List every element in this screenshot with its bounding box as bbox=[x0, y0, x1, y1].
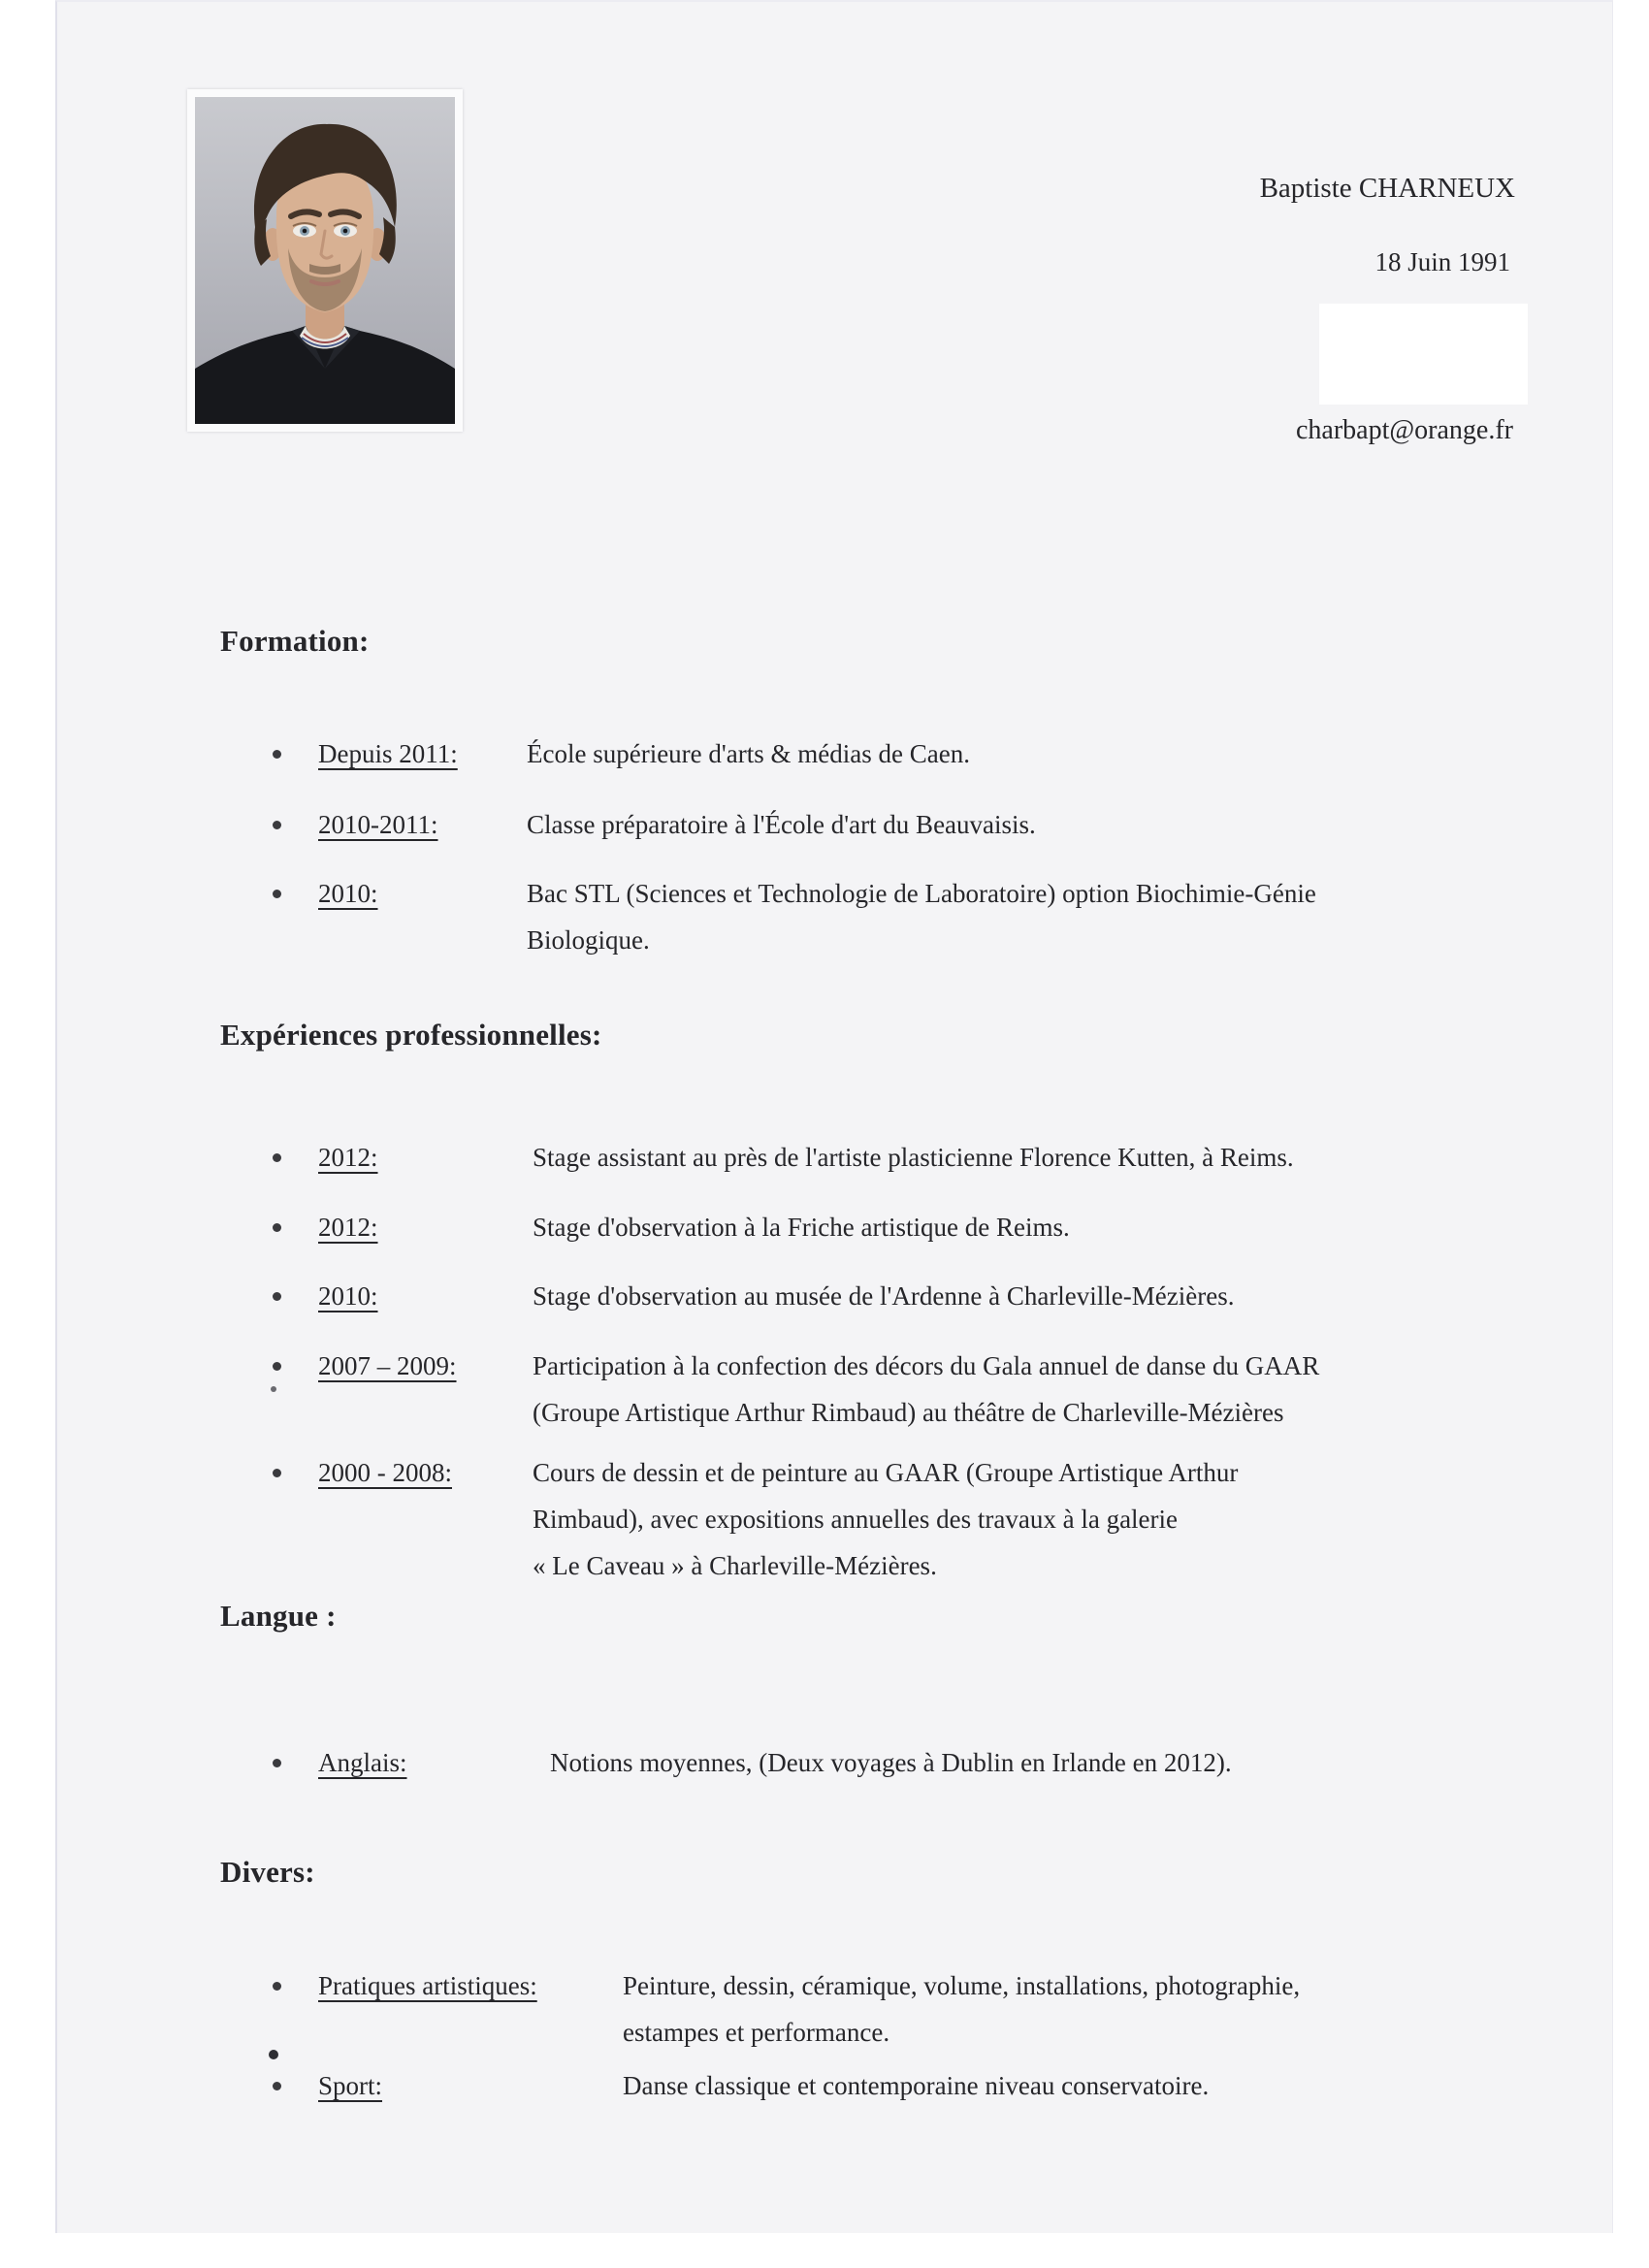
item-description-line: Stage d'observation au musée de l'Ardenne à Charleville-Mézières. bbox=[533, 1281, 1235, 1311]
item-description-line: Stage d'observation à la Friche artistique de Reims. bbox=[533, 1213, 1070, 1242]
item-date-label: Pratiques artistiques: bbox=[318, 1971, 537, 2000]
stray-bullet-mark bbox=[271, 1386, 276, 1392]
item-description-line: Bac STL (Sciences et Technologie de Laboratoire) option Biochimie-Génie bbox=[527, 879, 1316, 908]
bullet-dot bbox=[273, 1982, 281, 1991]
bullet-dot bbox=[273, 1223, 281, 1232]
list-item bbox=[272, 1739, 1513, 1786]
item-description-line: Participation à la confection des décors du Gala annuel de danse du GAAR bbox=[533, 1351, 1320, 1380]
bullet-dot bbox=[273, 750, 281, 759]
email-text: charbapt@orange.fr bbox=[1296, 415, 1513, 445]
bullet-dot bbox=[273, 2082, 281, 2090]
item-date-label: 2010: bbox=[318, 1281, 378, 1311]
item-date-label: 2010: bbox=[318, 879, 378, 908]
portrait-photo bbox=[187, 89, 463, 432]
bullet-dot bbox=[273, 1153, 281, 1162]
item-date-label: 2007 – 2009: bbox=[318, 1351, 457, 1380]
bullet-dot bbox=[273, 1292, 281, 1301]
item-description-line: Danse classique et contemporaine niveau conservatoire. bbox=[623, 2071, 1210, 2100]
bullet-dot bbox=[273, 821, 281, 829]
item-description-line: Biologique. bbox=[527, 925, 650, 955]
portrait-illustration bbox=[195, 97, 455, 424]
item-description-line: École supérieure d'arts & médias de Caen. bbox=[527, 739, 970, 768]
item-date-label: Sport: bbox=[318, 2071, 383, 2100]
section-title-experiences: Expériences professionnelles: bbox=[220, 1018, 602, 1052]
item-description-line: estampes et performance. bbox=[623, 2018, 890, 2047]
item-date-label: 2012: bbox=[318, 1213, 378, 1242]
birth-date: 18 Juin 1991 bbox=[1374, 247, 1510, 276]
redacted-box bbox=[1319, 304, 1528, 405]
list-item bbox=[272, 870, 1513, 963]
item-description-line: Cours de dessin et de peinture au GAAR (Groupe Artistique Arthur bbox=[533, 1458, 1239, 1487]
item-date-label: 2012: bbox=[318, 1143, 378, 1172]
section-title-divers: Divers: bbox=[220, 1855, 315, 1889]
list-item bbox=[272, 1449, 1513, 1589]
ink-speck bbox=[269, 2050, 278, 2059]
item-description-line: Stage assistant au près de l'artiste plasticienne Florence Kutten, à Reims. bbox=[533, 1143, 1294, 1172]
list-item bbox=[272, 1134, 1513, 1181]
bullet-dot bbox=[273, 1759, 281, 1767]
bullet-dot bbox=[273, 1362, 281, 1371]
item-date-label: Depuis 2011: bbox=[318, 739, 458, 768]
list-item bbox=[272, 801, 1513, 848]
item-date-label: Anglais: bbox=[318, 1748, 407, 1777]
item-description-line: (Groupe Artistique Arthur Rimbaud) au théâtre de Charleville-Mézières bbox=[533, 1398, 1284, 1427]
item-description-line: Peinture, dessin, céramique, volume, installations, photographie, bbox=[623, 1971, 1301, 2000]
item-description-line: Notions moyennes, (Deux voyages à Dublin en Irlande en 2012). bbox=[550, 1748, 1232, 1777]
list-item bbox=[272, 730, 1513, 777]
bullet-dot bbox=[273, 1469, 281, 1477]
list-item bbox=[272, 1962, 1513, 2056]
list-item bbox=[272, 1273, 1513, 1319]
list-item bbox=[272, 1343, 1513, 1436]
bullet-dot bbox=[273, 890, 281, 898]
section-title-langue: Langue : bbox=[220, 1599, 337, 1633]
section-title-formation: Formation: bbox=[220, 624, 370, 658]
list-item bbox=[272, 1204, 1513, 1250]
item-date-label: 2000 - 2008: bbox=[318, 1458, 452, 1487]
person-name: Baptiste CHARNEUX bbox=[1259, 173, 1515, 204]
item-date-label: 2010-2011: bbox=[318, 810, 438, 839]
item-description-line: Classe préparatoire à l'École d'art du Beauvaisis. bbox=[527, 810, 1036, 839]
item-description-line: Rimbaud), avec expositions annuelles des travaux à la galerie bbox=[533, 1505, 1179, 1534]
list-item bbox=[272, 2062, 1513, 2109]
item-description-line: « Le Caveau » à Charleville-Mézières. bbox=[533, 1551, 937, 1580]
